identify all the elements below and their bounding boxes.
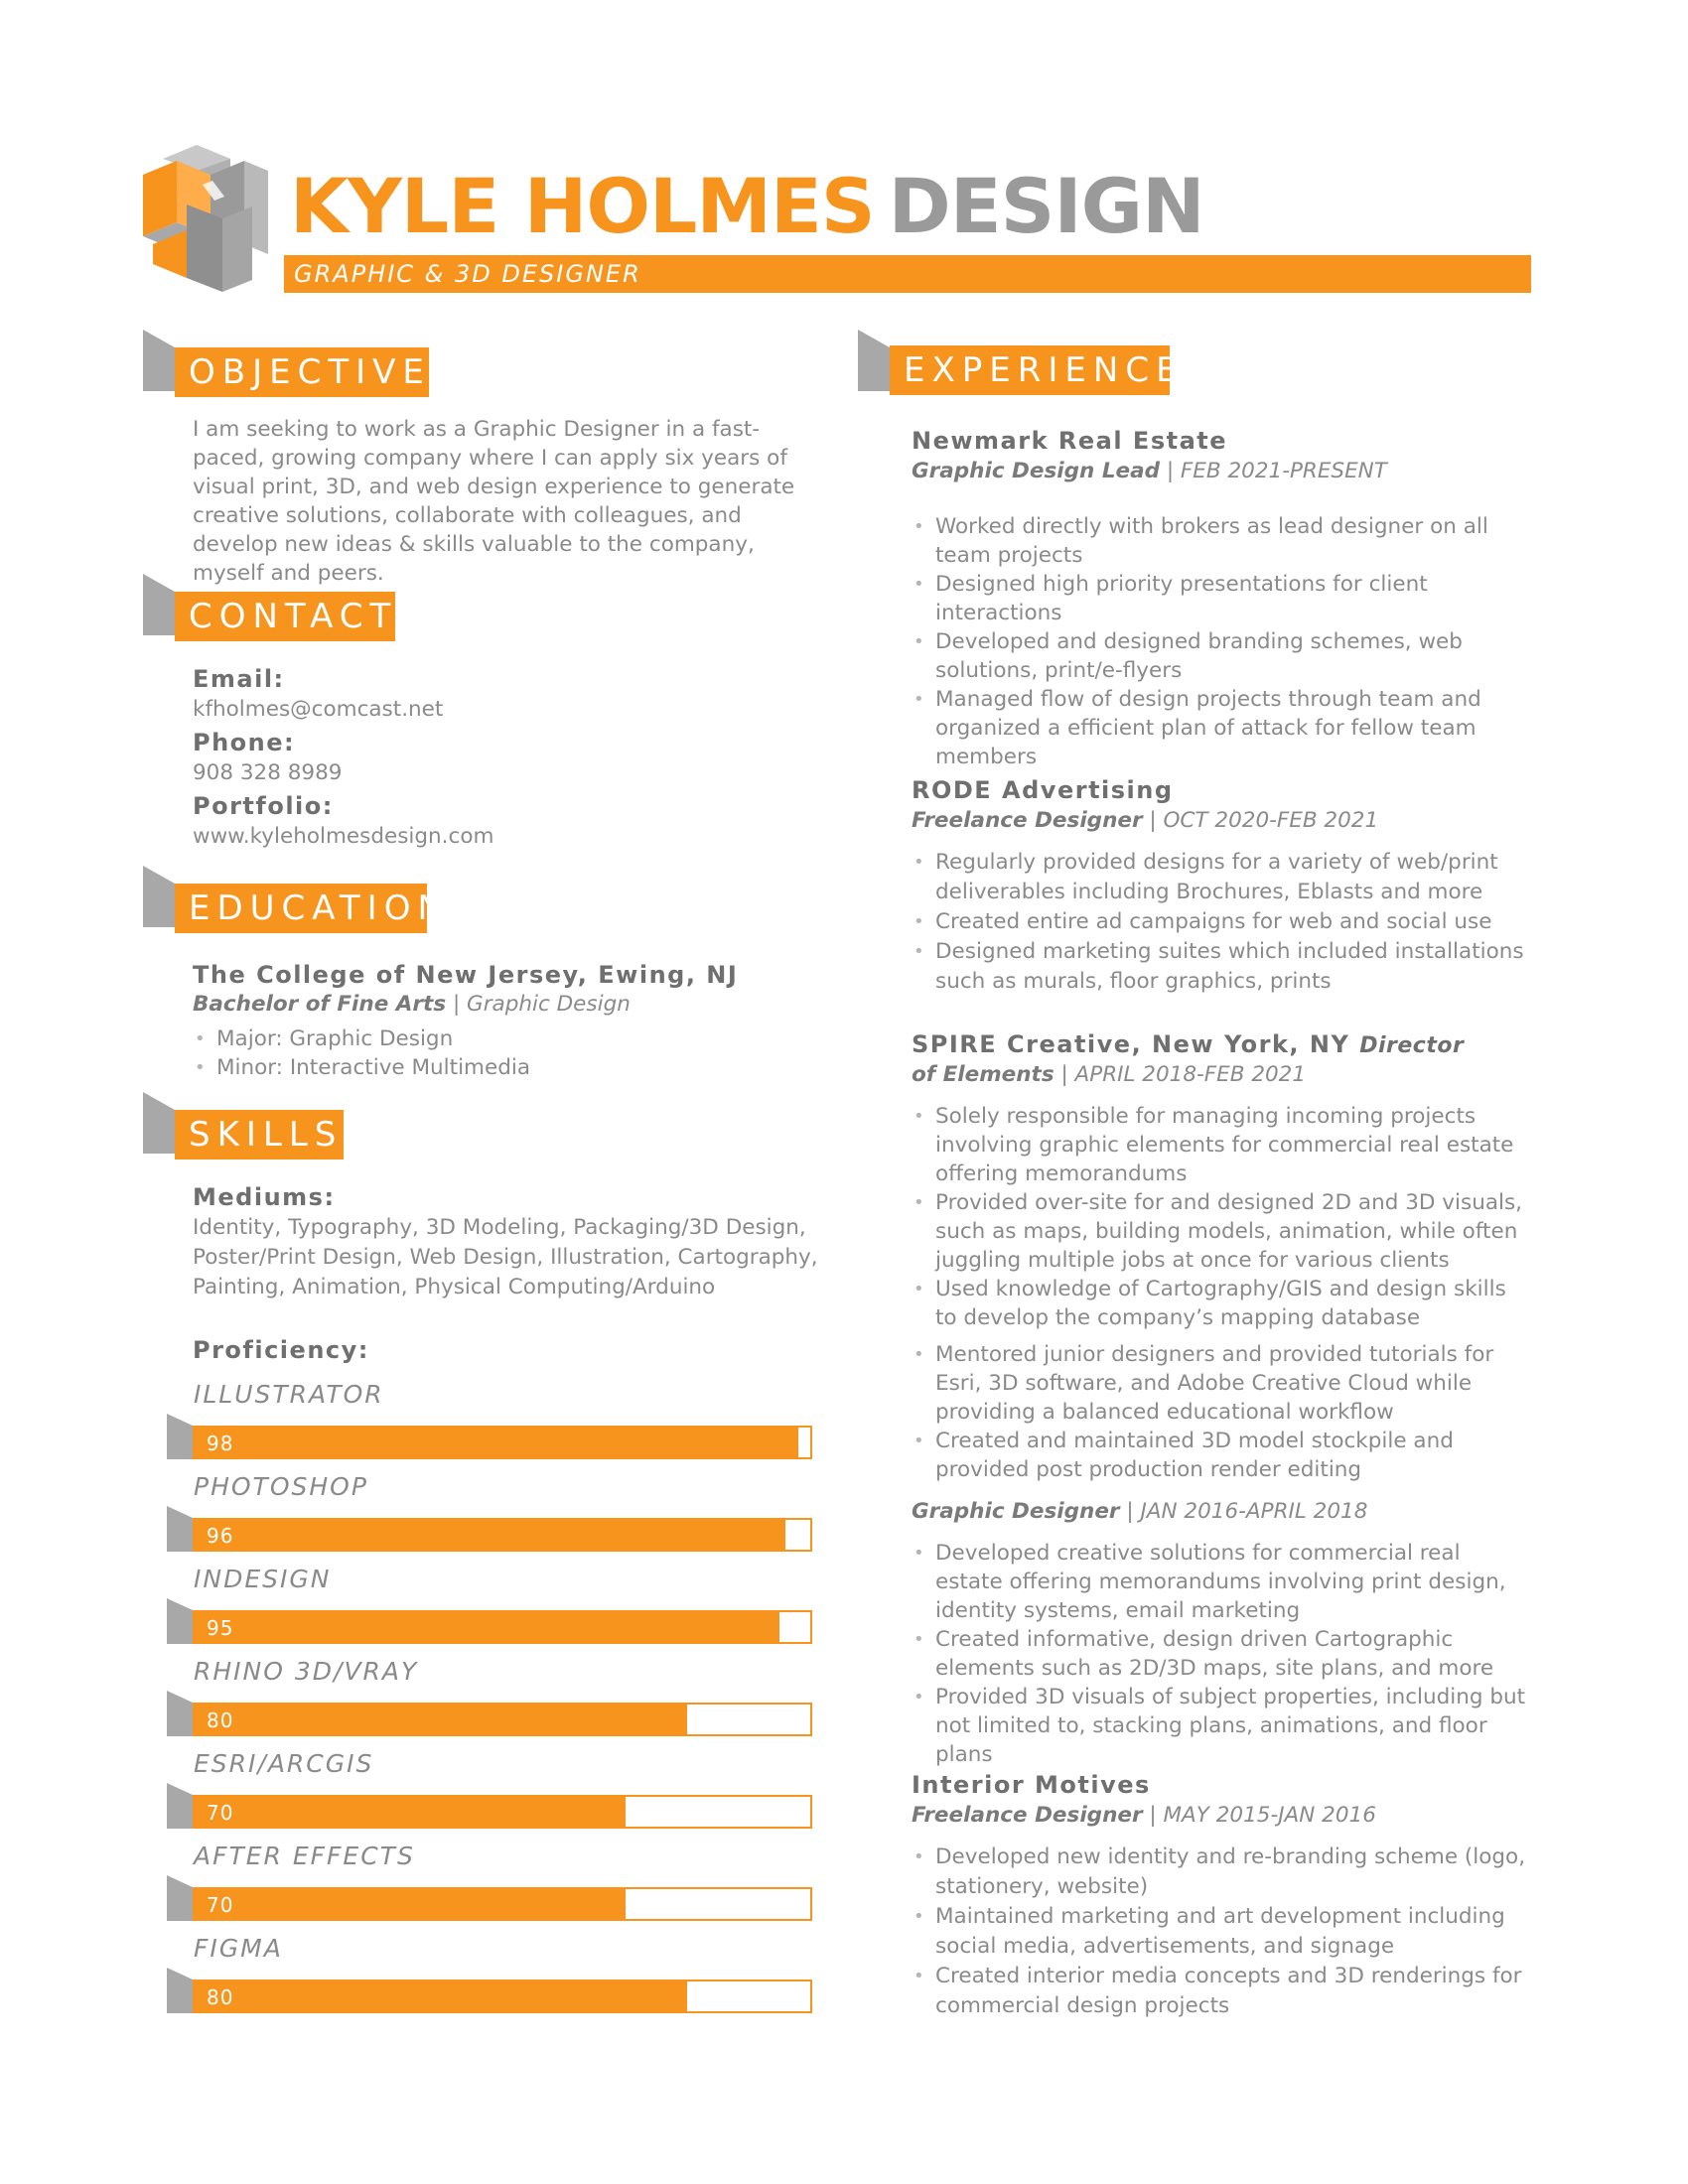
job-company: Newmark Real Estate: [912, 427, 1228, 455]
skill-bar-shade: [167, 1968, 193, 2013]
skill-bar-shade: [167, 1506, 193, 1552]
list-item: • Maintained marketing and art development including social media, advertisements, and signage: [912, 1902, 1527, 1962]
skill-bar-shade: [167, 1691, 193, 1736]
skill-value: 80: [207, 1985, 234, 2009]
skill-bar: [167, 1598, 816, 1644]
skill-label: RHINO 3D/VRAY: [194, 1657, 419, 1686]
skill-label: PHOTOSHOP: [194, 1472, 368, 1501]
skill-bar-track: [193, 1610, 812, 1644]
skill-value: 98: [207, 1432, 234, 1455]
portfolio-label: Portfolio:: [193, 792, 334, 820]
role-title-part: Director: [1359, 1033, 1465, 1058]
skill-bar: [167, 1414, 816, 1459]
list-item: • Developed and designed branding schemes, web solutions, print/e-flyers: [912, 627, 1527, 685]
objective-heading: OBJECTIVE: [175, 347, 429, 397]
skill-bar-track: [193, 1518, 812, 1552]
role-dates: | APRIL 2018-FEB 2021: [1060, 1062, 1307, 1087]
skill-bar-track: [193, 1979, 812, 2013]
list-item: • Created and maintained 3D model stockpile and provided post production render editing: [912, 1427, 1527, 1484]
education-heading: EDUCATION: [175, 884, 427, 933]
tagline: GRAPHIC & 3D DESIGNER: [294, 260, 641, 288]
role-dates: | FEB 2021-PRESENT: [1166, 459, 1387, 483]
skill-bar-track: [193, 1887, 812, 1921]
list-item: • Developed new identity and re-branding scheme (logo, stationery, website): [912, 1843, 1527, 1902]
mediums-label: Mediums:: [193, 1183, 336, 1211]
skill-bar-fill: [195, 1705, 687, 1734]
contact-heading: CONTACT: [175, 592, 395, 641]
tagline-bar: [284, 255, 1531, 293]
job-company-line: [912, 1028, 1464, 1062]
section-shade: [143, 330, 175, 391]
skill-bar-fill: [195, 1797, 626, 1827]
degree-line: [193, 990, 631, 1020]
skill-label: FIGMA: [194, 1934, 283, 1963]
skill-label: INDESIGN: [194, 1565, 332, 1593]
mediums-text: Identity, Typography, 3D Modeling, Packaging/3D Design, Poster/Print Design, Web Design, Illustration, Cartography, Painting, Animation, Physical Computing/Arduino: [193, 1215, 818, 1299]
role-dates: | OCT 2020-FEB 2021: [1149, 808, 1379, 833]
list-item: • Created informative, design driven Cartographic elements such as 2D/3D maps, site plans, and more: [912, 1625, 1527, 1683]
job-bullets: [912, 1843, 1527, 2021]
email-label: Email:: [193, 665, 285, 693]
degree-field: | Graphic Design: [452, 992, 631, 1017]
list-item: • Major: Graphic Design: [193, 1024, 788, 1053]
list-item: • Created interior media concepts and 3D renderings for commercial design projects: [912, 1962, 1527, 2021]
objective-text: I am seeking to work as a Graphic Designer in a fast-paced, growing company where I can apply six years of visual print, 3D, and web design experience to generate creative solutions, collaborate with colleagues, and develop new ideas & skills valuable to the company, myself and peers.: [193, 417, 795, 586]
role-title: Graphic Designer: [912, 1499, 1120, 1524]
skill-bar: [167, 1691, 816, 1736]
portfolio-value: www.kyleholmesdesign.com: [193, 824, 494, 849]
job-company: SPIRE Creative, New York, NY: [912, 1030, 1350, 1058]
skill-bar-shade: [167, 1875, 193, 1921]
skill-bar-fill: [195, 1889, 626, 1919]
job-bullets: [912, 848, 1527, 997]
section-shade: [858, 330, 890, 391]
name-secondary: DESIGN: [888, 162, 1204, 250]
list-item: • Worked directly with brokers as lead designer on all team projects: [912, 512, 1527, 570]
skill-bar-track: [193, 1795, 812, 1829]
skills-heading: SKILLS: [175, 1110, 344, 1160]
school-name: The College of New Jersey, Ewing, NJ: [193, 961, 739, 989]
role-title: Freelance Designer: [912, 808, 1143, 833]
job-bullets: [912, 1102, 1527, 1484]
skill-bar-shade: [167, 1783, 193, 1829]
skill-bar-fill: [195, 1520, 785, 1550]
list-item: • Provided 3D visuals of subject properties, including but not limited to, stacking plans, animations, and floor plans: [912, 1683, 1527, 1769]
section-shade: [143, 574, 175, 635]
list-item: • Created entire ad campaigns for web and social use: [912, 907, 1527, 937]
skill-bar-fill: [195, 1428, 798, 1457]
skill-label: ILLUSTRATOR: [194, 1380, 384, 1409]
skill-value: 70: [207, 1893, 234, 1917]
job-role: [912, 1497, 1367, 1527]
skill-value: 95: [207, 1616, 234, 1640]
list-item: • Mentored junior designers and provided tutorials for Esri, 3D software, and Adobe Creative Cloud while providing a balanced educational workflow: [912, 1340, 1527, 1427]
job-company: Interior Motives: [912, 1771, 1151, 1799]
skill-bar-fill: [195, 1981, 687, 2011]
role-dates: | JAN 2016-APRIL 2018: [1126, 1499, 1368, 1524]
job-bullets: [912, 1539, 1527, 1769]
brand-name: [290, 162, 1204, 250]
job-role: [912, 1060, 1306, 1090]
skill-label: ESRI/ARCGIS: [194, 1749, 374, 1778]
email-value: kfholmes@comcast.net: [193, 697, 444, 722]
skill-bar: [167, 1968, 816, 2013]
experience-heading: EXPERIENCE: [890, 345, 1170, 395]
phone-value: 908 328 8989: [193, 760, 343, 785]
job-role: [912, 1801, 1376, 1831]
role-title: of Elements: [912, 1062, 1055, 1087]
education-list: [193, 1024, 788, 1082]
skill-bar-track: [193, 1703, 812, 1736]
phone-label: Phone:: [193, 729, 296, 756]
list-item: • Developed creative solutions for commercial real estate offering memorandums involving print design, identity systems, email marketing: [912, 1539, 1527, 1625]
skill-value: 80: [207, 1708, 234, 1732]
job-role: [912, 457, 1387, 486]
skill-bar-shade: [167, 1414, 193, 1459]
skill-bar-track: [193, 1426, 812, 1459]
name-primary: KYLE HOLMES: [290, 162, 875, 250]
list-item: • Designed marketing suites which included installations such as murals, floor graphics, prints: [912, 937, 1527, 997]
list-item: • Designed high priority presentations for client interactions: [912, 570, 1527, 627]
list-item: • Regularly provided designs for a variety of web/print deliverables including Brochures, Eblasts and more: [912, 848, 1527, 907]
role-title: Graphic Design Lead: [912, 459, 1161, 483]
skill-bar-shade: [167, 1598, 193, 1644]
section-shade: [143, 1092, 175, 1154]
list-item: • Managed flow of design projects through team and organized a efficient plan of attack for fellow team members: [912, 685, 1527, 771]
list-item: • Minor: Interactive Multimedia: [193, 1053, 788, 1082]
skill-bar: [167, 1875, 816, 1921]
list-item: • Provided over-site for and designed 2D and 3D visuals, such as maps, building models, animation, while often juggling multiple jobs at once for various clients: [912, 1188, 1527, 1275]
skill-value: 96: [207, 1524, 234, 1548]
list-item: • Used knowledge of Cartography/GIS and design skills to develop the company’s mapping database: [912, 1275, 1527, 1332]
proficiency-label: Proficiency:: [193, 1336, 369, 1364]
skill-value: 70: [207, 1801, 234, 1825]
role-dates: | MAY 2015-JAN 2016: [1149, 1803, 1376, 1828]
section-shade: [143, 866, 175, 927]
job-company: RODE Advertising: [912, 776, 1174, 804]
job-bullets: [912, 512, 1527, 771]
job-role: [912, 806, 1378, 836]
skill-bar: [167, 1783, 816, 1829]
logo-cube-icon: [143, 145, 268, 292]
role-title: Freelance Designer: [912, 1803, 1143, 1828]
skill-label: AFTER EFFECTS: [194, 1842, 415, 1870]
skill-bar: [167, 1506, 816, 1552]
list-item: • Solely responsible for managing incoming projects involving graphic elements for commercial real estate offering memorandums: [912, 1102, 1527, 1188]
skill-bar-fill: [195, 1612, 779, 1642]
degree: Bachelor of Fine Arts: [193, 992, 447, 1017]
